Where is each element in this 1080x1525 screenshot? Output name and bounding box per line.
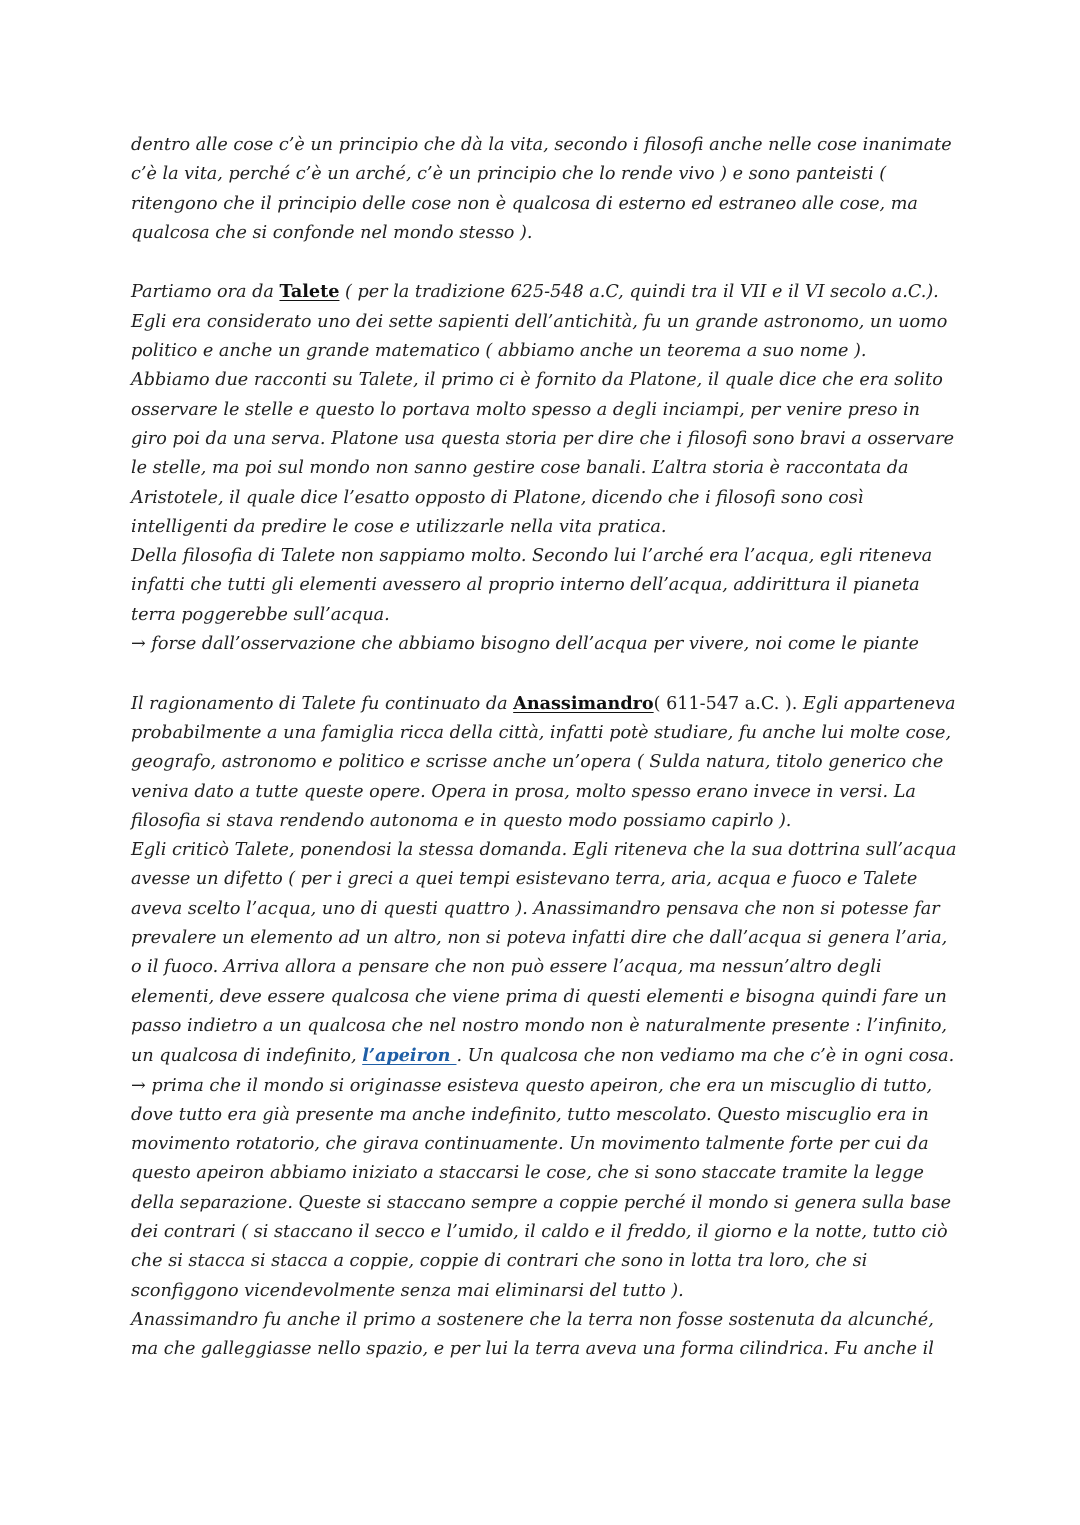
anassimandro-critique-paragraph	[131, 836, 961, 1071]
paragraph-gap	[131, 248, 961, 277]
anassimandro-name: Anassimandro	[513, 692, 654, 714]
talete-stories-text: Abbiamo due racconti su Talete, il primo ci è fornito da Platone, il quale dice che era solito osservare le stelle e questo lo portava molto spesso a degli inciampi, per venire preso in giro poi da una serva. Platone usa questa storia per dire che i filosofi sono bravi a osservare le stelle, ma poi sul mondo non sanno gestire cose banali. L’altra storia è raccontata da Aristotele, il quale dice l’esatto opposto di Platone, dicendo che i filosofi sono così intelligenti da predire le cose e utilizzarle nella vita pratica.	[131, 370, 955, 537]
talete-philosophy-paragraph	[131, 542, 961, 630]
anassimandro-note-text: → prima che il mondo si originasse esisteva questo apeiron, che era un miscuglio di tutto, dove tutto era già presente ma anche indefinito, tutto mescolato. Questo miscuglio era in movimento rotatorio, che girava continuamente. Un movimento talmente forte per cui da questo apeiron abbiamo iniziato a staccarsi le cose, che si sono staccate tramite la legge della separazione. Queste si staccano sempre a coppie perché il mondo si genera sulla base dei contrari ( si staccano il secco e l’umido, il caldo e il freddo, il giorno e la notte, tutto ciò che si stacca si stacca a coppie, coppie di contrari che sono in lotta tra loro, che si sconfiggono vicendevolmente senza mai eliminarsi del tutto ).	[131, 1075, 952, 1301]
intro-paragraph	[131, 131, 961, 248]
talete-bio-text: Egli era considerato uno dei sette sapienti dell’antichità, fu un grande astronomo, un uomo politico e anche un grande matematico ( abbiamo anche un teorema a suo nome ).	[131, 311, 948, 362]
anassimandro-critique-text: Egli criticò Talete, ponendosi la stessa domanda. Egli riteneva che la sua dottrina sull’acqua avesse un difetto ( per i greci a quei tempi esistevano terra, aria, acqua e fuoco e Talete aveva scelto l’acqua, uno di questi quattro ). Anassimandro pensava che non si potesse far prevalere un elemento ad un altro, non si poteva infatti dire che dall’acqua si genera l’aria, o il fuoco. Arriva allora a pensare che non può essere l’acqua, ma nessun’altro degli elementi, deve essere qualcosa che viene prima di questi elementi e bisogna quindi fare un passo indietro a un qualcosa che nel nostro mondo non è naturalmente presente : l’infinito, un qualcosa di indefinito,	[131, 840, 957, 1067]
talete-note-paragraph	[131, 630, 961, 659]
talete-name: Talete	[279, 281, 340, 303]
talete-bio-paragraph	[131, 308, 961, 367]
anassimandro-dates-text: ( 611-547 a.C. ).	[653, 693, 798, 714]
talete-lead-text: Partiamo ora da	[131, 282, 280, 303]
anassimandro-critique-end-text: . Un qualcosa che non vediamo ma che c’è in ogni cosa.	[456, 1046, 955, 1067]
intro-text: dentro alle cose c’è un principio che dà la vita, secondo i filosofi anche nelle cose inanimate c’è la vita, perché c’è un arché, c’è un principio che lo rende vivo ) e sono panteisti ( ritengono che il principio delle cose non è qualcosa di esterno ed estraneo alle cose, ma qualcosa che si confonde nel mondo stesso ).	[131, 135, 952, 243]
anassimandro-bio-text: Egli apparteneva probabilmente a una famiglia ricca della città, infatti potè studiare, fu anche lui molte cose, geografo, astronomo e politico e scrisse anche un’opera ( Sulda natura, titolo generico che veniva dato a tutte queste opere. Opera in prosa, molto spesso erano invece in versi. La filosofia si stava rendendo autonoma e in questo modo possiamo capirlo ).	[131, 693, 956, 831]
paragraph-gap	[131, 659, 961, 688]
anassimandro-lead-text: Il ragionamento di Talete fu continuato da	[131, 693, 514, 714]
anassimandro-note-paragraph	[131, 1072, 961, 1306]
document-page	[131, 131, 961, 1364]
anassimandro-earth-text: Anassimandro fu anche il primo a sostenere che la terra non fosse sostenuta da alcunché, ma che galleggiasse nello spazio, e per lui la terra aveva una forma cilindrica. Fu anche il	[131, 1309, 934, 1360]
talete-note-text: → forse dall’osservazione che abbiamo bisogno dell’acqua per vivere, noi come le piante	[131, 634, 919, 655]
apeiron-term: l’apeiron	[362, 1045, 457, 1067]
anassimandro-earth-paragraph	[131, 1306, 961, 1365]
talete-stories-paragraph	[131, 366, 961, 542]
talete-dates-text: ( per la tradizione 625-548 a.C, quindi tra il VII e il VI secolo a.C.).	[339, 282, 939, 303]
anassimandro-intro-paragraph	[131, 689, 961, 836]
talete-philosophy-text: Della filosofia di Talete non sappiamo molto. Secondo lui l’arché era l’acqua, egli riteneva infatti che tutti gli elementi avessero al proprio interno dell’acqua, addirittura il pianeta terra poggerebbe sull’acqua.	[131, 546, 933, 625]
talete-intro-paragraph	[131, 277, 961, 307]
